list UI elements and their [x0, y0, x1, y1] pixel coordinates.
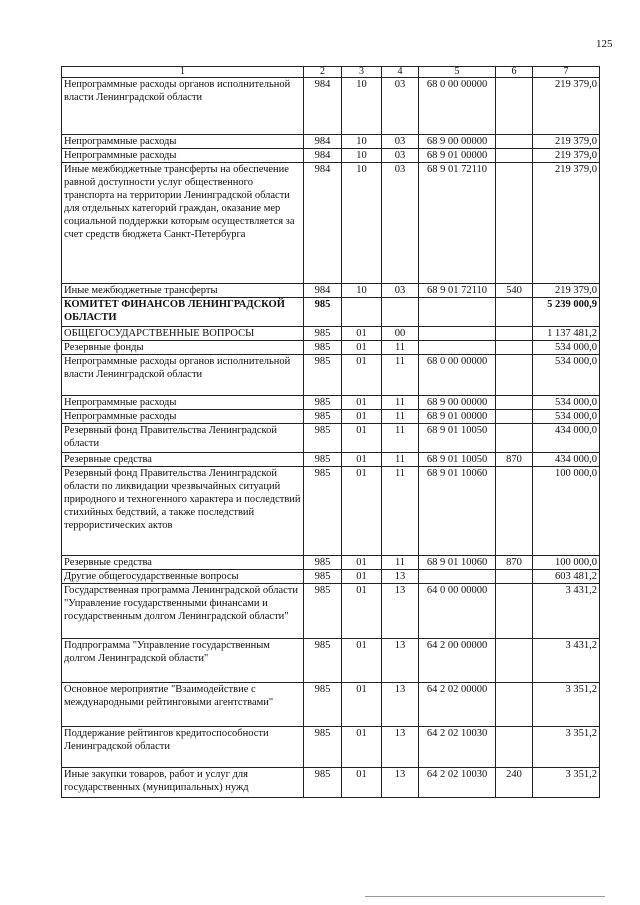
row-expense-type [496, 298, 533, 327]
row-target-article: 68 9 01 00000 [419, 410, 496, 424]
row-ministry-code: 985 [304, 453, 342, 467]
row-ministry-code: 985 [304, 683, 342, 727]
row-ministry-code: 985 [304, 396, 342, 410]
row-ministry-code: 985 [304, 467, 342, 556]
column-header: 1 [62, 67, 304, 78]
row-target-article: 68 9 01 10050 [419, 424, 496, 453]
row-name: Резервные средства [62, 556, 304, 570]
row-name: Резервный фонд Правительства Ленинградской области по ликвидации чрезвычайных ситуаций природного и техногенного характера и последствий стихийных бедствий, а также последствий террористических актов [62, 467, 304, 556]
row-section: 01 [342, 467, 382, 556]
row-amount: 3 351,2 [533, 683, 600, 727]
row-subsection: 03 [382, 78, 419, 135]
table-row [62, 727, 600, 768]
row-subsection: 11 [382, 424, 419, 453]
row-subsection: 11 [382, 410, 419, 424]
row-name: Непрограммные расходы [62, 410, 304, 424]
row-amount: 219 379,0 [533, 163, 600, 284]
row-subsection: 13 [382, 727, 419, 768]
table-row [62, 570, 600, 584]
row-amount: 534 000,0 [533, 396, 600, 410]
table-row [62, 355, 600, 396]
row-subsection: 00 [382, 327, 419, 341]
row-amount: 3 351,2 [533, 727, 600, 768]
row-section: 01 [342, 453, 382, 467]
row-subsection: 11 [382, 355, 419, 396]
row-section: 01 [342, 424, 382, 453]
row-name: ОБЩЕГОСУДАРСТВЕННЫЕ ВОПРОСЫ [62, 327, 304, 341]
row-ministry-code: 985 [304, 410, 342, 424]
row-amount: 5 239 000,9 [533, 298, 600, 327]
row-subsection: 13 [382, 570, 419, 584]
row-name: Другие общегосударственные вопросы [62, 570, 304, 584]
row-subsection: 13 [382, 639, 419, 683]
row-name: Непрограммные расходы [62, 396, 304, 410]
table-row [62, 683, 600, 727]
row-section: 10 [342, 149, 382, 163]
row-subsection: 13 [382, 584, 419, 639]
row-expense-type [496, 727, 533, 768]
row-amount: 3 431,2 [533, 584, 600, 639]
row-target-article: 68 9 01 72110 [419, 163, 496, 284]
table-row [62, 163, 600, 284]
row-section: 01 [342, 727, 382, 768]
column-header: 2 [304, 67, 342, 78]
row-section: 01 [342, 327, 382, 341]
table-row [62, 768, 600, 798]
row-expense-type [496, 410, 533, 424]
row-name: Подпрограмма "Управление государственным долгом Ленинградской области" [62, 639, 304, 683]
row-target-article: 64 2 02 00000 [419, 683, 496, 727]
table-row [62, 341, 600, 355]
row-amount: 219 379,0 [533, 135, 600, 149]
row-target-article: 68 9 00 00000 [419, 396, 496, 410]
row-expense-type [496, 355, 533, 396]
row-target-article: 68 9 01 10060 [419, 556, 496, 570]
row-target-article: 68 9 01 00000 [419, 149, 496, 163]
row-section: 01 [342, 410, 382, 424]
row-target-article [419, 327, 496, 341]
table-row [62, 584, 600, 639]
row-section [342, 298, 382, 327]
row-subsection: 13 [382, 768, 419, 798]
row-expense-type [496, 584, 533, 639]
row-amount: 1 137 481,2 [533, 327, 600, 341]
row-section: 01 [342, 556, 382, 570]
table-row [62, 149, 600, 163]
row-name: Резервный фонд Правительства Ленинградской области [62, 424, 304, 453]
row-target-article: 68 9 01 10050 [419, 453, 496, 467]
row-amount: 3 431,2 [533, 639, 600, 683]
row-amount: 219 379,0 [533, 78, 600, 135]
row-subsection: 11 [382, 341, 419, 355]
row-name: Поддержание рейтингов кредитоспособности Ленинградской области [62, 727, 304, 768]
row-section: 01 [342, 570, 382, 584]
row-expense-type [496, 467, 533, 556]
row-ministry-code: 985 [304, 355, 342, 396]
column-header: 4 [382, 67, 419, 78]
table-row [62, 396, 600, 410]
row-target-article: 68 9 00 00000 [419, 135, 496, 149]
row-target-article: 64 2 02 10030 [419, 727, 496, 768]
row-amount: 534 000,0 [533, 410, 600, 424]
row-name: Иные закупки товаров, работ и услуг для государственных (муниципальных) нужд [62, 768, 304, 798]
row-target-article [419, 570, 496, 584]
column-header: 5 [419, 67, 496, 78]
row-section: 01 [342, 396, 382, 410]
row-subsection: 11 [382, 453, 419, 467]
row-section: 10 [342, 78, 382, 135]
row-name: Непрограммные расходы [62, 149, 304, 163]
row-ministry-code: 985 [304, 424, 342, 453]
row-amount: 219 379,0 [533, 149, 600, 163]
row-amount: 100 000,0 [533, 467, 600, 556]
row-ministry-code: 985 [304, 727, 342, 768]
row-amount: 603 481,2 [533, 570, 600, 584]
row-target-article: 68 0 00 00000 [419, 78, 496, 135]
table-row [62, 556, 600, 570]
row-expense-type [496, 327, 533, 341]
row-expense-type [496, 570, 533, 584]
row-section: 01 [342, 683, 382, 727]
row-expense-type [496, 639, 533, 683]
row-subsection: 11 [382, 396, 419, 410]
row-target-article: 64 2 00 00000 [419, 639, 496, 683]
row-expense-type [496, 78, 533, 135]
column-header: 6 [496, 67, 533, 78]
row-section: 01 [342, 341, 382, 355]
budget-table [61, 66, 600, 798]
table-row [62, 135, 600, 149]
row-amount: 3 351,2 [533, 768, 600, 798]
row-name: Непрограммные расходы органов исполнительной власти Ленинградской области [62, 78, 304, 135]
row-subsection [382, 298, 419, 327]
header-row [62, 67, 600, 78]
row-expense-type [496, 341, 533, 355]
table-row [62, 424, 600, 453]
row-amount: 534 000,0 [533, 341, 600, 355]
row-name: Непрограммные расходы органов исполнительной власти Ленинградской области [62, 355, 304, 396]
table-row [62, 467, 600, 556]
column-header: 3 [342, 67, 382, 78]
table-row [62, 327, 600, 341]
row-subsection: 11 [382, 467, 419, 556]
row-expense-type: 870 [496, 453, 533, 467]
table-row [62, 298, 600, 327]
table-row [62, 639, 600, 683]
row-target-article: 64 0 00 00000 [419, 584, 496, 639]
row-name: Резервные средства [62, 453, 304, 467]
row-expense-type: 870 [496, 556, 533, 570]
page-bottom-line [365, 896, 605, 897]
page-number: 125 [596, 38, 613, 50]
table-row [62, 284, 600, 298]
row-section: 01 [342, 639, 382, 683]
row-amount: 534 000,0 [533, 355, 600, 396]
row-ministry-code: 985 [304, 341, 342, 355]
row-ministry-code: 984 [304, 135, 342, 149]
row-name: Государственная программа Ленинградской области "Управление государственными финансами и государственным долгом Ленинградской области" [62, 584, 304, 639]
row-target-article: 68 0 00 00000 [419, 355, 496, 396]
row-subsection: 03 [382, 163, 419, 284]
row-name: Основное мероприятие "Взаимодействие с международными рейтинговыми агентствами" [62, 683, 304, 727]
row-expense-type [496, 163, 533, 284]
table-row [62, 453, 600, 467]
row-section: 01 [342, 355, 382, 396]
row-name: Непрограммные расходы [62, 135, 304, 149]
row-target-article: 64 2 02 10030 [419, 768, 496, 798]
row-target-article [419, 298, 496, 327]
row-ministry-code: 984 [304, 284, 342, 298]
row-ministry-code: 985 [304, 570, 342, 584]
column-header: 7 [533, 67, 600, 78]
row-expense-type [496, 135, 533, 149]
row-target-article [419, 341, 496, 355]
row-name: КОМИТЕТ ФИНАНСОВ ЛЕНИНГРАДСКОЙ ОБЛАСТИ [62, 298, 304, 327]
row-section: 01 [342, 584, 382, 639]
row-ministry-code: 985 [304, 584, 342, 639]
row-amount: 100 000,0 [533, 556, 600, 570]
row-ministry-code: 985 [304, 768, 342, 798]
row-subsection: 03 [382, 284, 419, 298]
row-expense-type [496, 396, 533, 410]
row-name: Иные межбюджетные трансферты [62, 284, 304, 298]
row-ministry-code: 984 [304, 78, 342, 135]
row-subsection: 13 [382, 683, 419, 727]
row-amount: 434 000,0 [533, 424, 600, 453]
row-ministry-code: 985 [304, 298, 342, 327]
row-target-article: 68 9 01 72110 [419, 284, 496, 298]
row-ministry-code: 985 [304, 639, 342, 683]
row-expense-type [496, 683, 533, 727]
table-row [62, 410, 600, 424]
row-section: 10 [342, 135, 382, 149]
row-ministry-code: 985 [304, 327, 342, 341]
row-name: Иные межбюджетные трансферты на обеспечение равной доступности услуг общественного транспорта на территории Ленинградской области для отдельных категорий граждан, оказание мер социальной поддержки которым осуществляется за счет средств бюджета Санкт-Петербурга [62, 163, 304, 284]
row-subsection: 11 [382, 556, 419, 570]
row-expense-type: 540 [496, 284, 533, 298]
row-expense-type [496, 149, 533, 163]
row-ministry-code: 985 [304, 556, 342, 570]
row-expense-type: 240 [496, 768, 533, 798]
row-amount: 434 000,0 [533, 453, 600, 467]
table-row [62, 78, 600, 135]
row-name: Резервные фонды [62, 341, 304, 355]
row-subsection: 03 [382, 149, 419, 163]
row-target-article: 68 9 01 10060 [419, 467, 496, 556]
row-amount: 219 379,0 [533, 284, 600, 298]
row-ministry-code: 984 [304, 149, 342, 163]
row-section: 10 [342, 284, 382, 298]
row-subsection: 03 [382, 135, 419, 149]
row-expense-type [496, 424, 533, 453]
row-section: 10 [342, 163, 382, 284]
row-section: 01 [342, 768, 382, 798]
row-ministry-code: 984 [304, 163, 342, 284]
